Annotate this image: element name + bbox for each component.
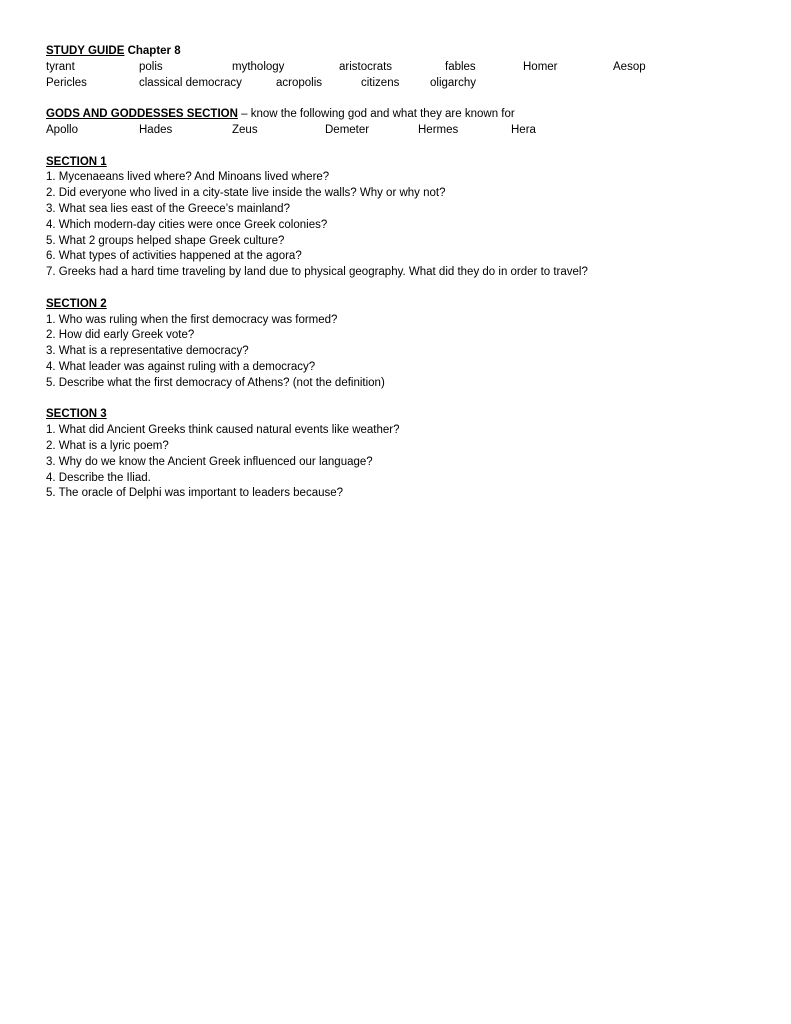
question: 6. What types of activities happened at the agora? <box>46 250 302 263</box>
question: 4. Describe the Iliad. <box>46 471 151 484</box>
gods-heading-line <box>46 107 746 123</box>
god-name: Hera <box>511 123 536 136</box>
question: 1. What did Ancient Greeks think caused natural events like weather? <box>46 424 400 437</box>
god-name: Demeter <box>325 123 370 136</box>
question: 5. What 2 groups helped shape Greek culture? <box>46 234 285 247</box>
vocab-term: acropolis <box>276 76 323 89</box>
question: 3. What is a representative democracy? <box>46 345 249 358</box>
question: 5. The oracle of Delphi was important to leaders because? <box>46 487 344 500</box>
question: 1. Mycenaeans lived where? And Minoans lived where? <box>46 171 330 184</box>
gods-instruction: – know the following god and what they are known for <box>237 108 515 121</box>
section-2-heading: SECTION 2 <box>46 297 107 310</box>
study-guide-page <box>46 44 746 502</box>
section-3-heading: SECTION 3 <box>46 408 107 421</box>
vocab-term: classical democracy <box>139 76 242 89</box>
god-name: Zeus <box>232 123 258 136</box>
god-name: Hades <box>139 123 173 136</box>
vocab-term: citizens <box>361 76 400 89</box>
vocab-row-1 <box>46 60 746 76</box>
vocab-term: Pericles <box>46 76 87 89</box>
question: 2. How did early Greek vote? <box>46 329 195 342</box>
question: 4. What leader was against ruling with a democracy? <box>46 360 316 373</box>
vocab-row-2 <box>46 76 746 92</box>
vocab-term: mythology <box>232 60 285 73</box>
vocab-term: Homer <box>523 60 558 73</box>
question: 2. What is a lyric poem? <box>46 439 169 452</box>
question: 3. What sea lies east of the Greece’s mainland? <box>46 202 290 215</box>
vocab-term: Aesop <box>613 60 646 73</box>
question: 4. Which modern-day cities were once Greek colonies? <box>46 218 328 231</box>
question: 5. Describe what the first democracy of Athens? (not the definition) <box>46 376 385 389</box>
vocab-term: polis <box>139 60 163 73</box>
vocab-term: aristocrats <box>339 60 393 73</box>
god-name: Apollo <box>46 123 78 136</box>
section-1-heading: SECTION 1 <box>46 155 107 168</box>
question: 7. Greeks had a hard time traveling by land due to physical geography. What did they do in order to travel? <box>46 266 588 279</box>
question: 3. Why do we know the Ancient Greek influenced our language? <box>46 455 373 468</box>
spacer <box>46 139 746 155</box>
question: 2. Did everyone who lived in a city-state live inside the walls? Why or why not? <box>46 187 446 200</box>
vocab-term: fables <box>445 60 476 73</box>
page-title-underlined: STUDY GUIDE <box>46 45 125 57</box>
spacer <box>46 91 746 107</box>
gods-row <box>46 123 746 139</box>
question: 1. Who was ruling when the first democracy was formed? <box>46 313 338 326</box>
spacer <box>46 281 746 297</box>
gods-heading: GODS AND GODDESSES SECTION <box>46 108 238 121</box>
spacer <box>46 392 746 408</box>
god-name: Hermes <box>418 123 459 136</box>
vocab-term: tyrant <box>46 60 75 73</box>
page-title-chapter: Chapter 8 <box>124 45 181 57</box>
vocab-term: oligarchy <box>430 76 477 89</box>
page-title <box>46 44 746 60</box>
